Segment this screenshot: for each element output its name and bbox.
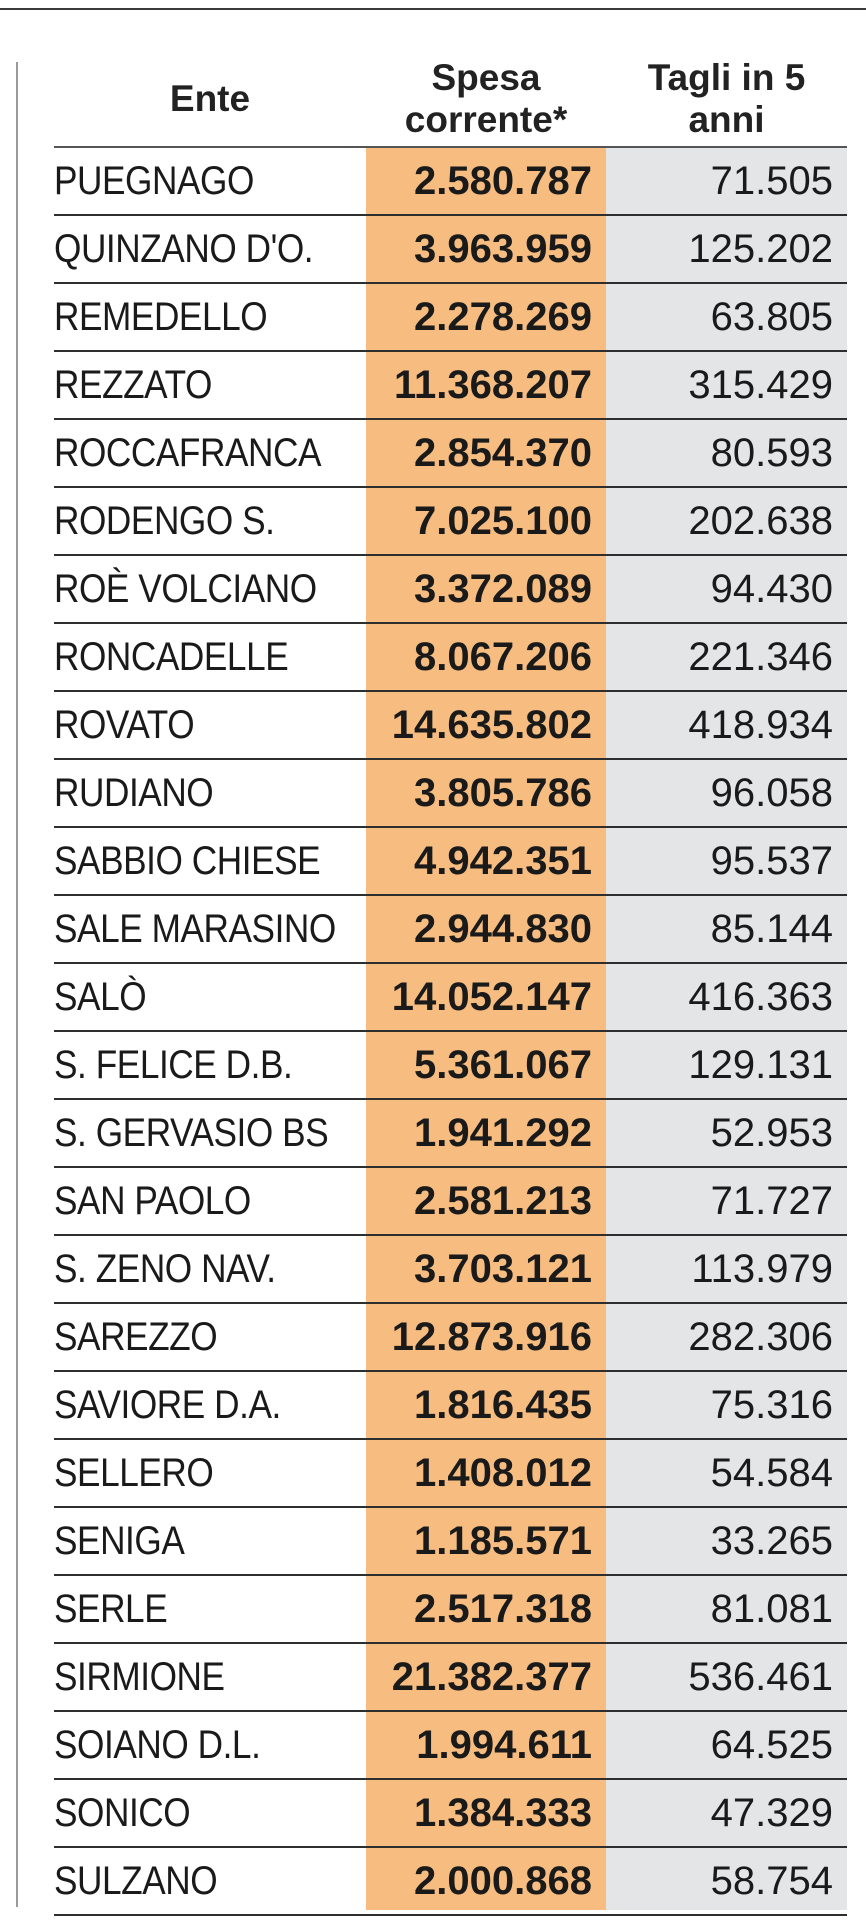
cell-ente: PUEGNAGO xyxy=(54,159,254,203)
cell-spesa-corrente: 1.941.292 xyxy=(414,1111,592,1155)
cell-spesa-corrente: 2.517.318 xyxy=(414,1587,592,1631)
cell-spesa-corrente: 1.994.611 xyxy=(416,1723,592,1767)
top-divider xyxy=(0,8,866,10)
table-row xyxy=(54,624,847,692)
cell-spesa-corrente: 2.581.213 xyxy=(414,1179,592,1223)
column-header-spesa-corrente: Spesa corrente* xyxy=(404,57,568,140)
table-body xyxy=(54,148,847,1916)
table-row xyxy=(54,1440,847,1508)
cell-spesa-corrente: 14.052.147 xyxy=(391,975,592,1019)
table-row xyxy=(54,1780,847,1848)
cell-spesa-corrente: 2.000.868 xyxy=(414,1859,592,1903)
cell-tagli: 75.316 xyxy=(710,1383,833,1427)
cell-ente: S. FELICE D.B. xyxy=(54,1043,293,1087)
cell-ente: RUDIANO xyxy=(54,771,214,815)
table-row xyxy=(54,1304,847,1372)
table-row xyxy=(54,420,847,488)
cell-ente: SENIGA xyxy=(54,1519,185,1563)
cell-ente: SONICO xyxy=(54,1791,191,1835)
cell-ente: SIRMIONE xyxy=(54,1655,225,1699)
cell-tagli: 536.461 xyxy=(688,1655,833,1699)
cell-ente: SAN PAOLO xyxy=(54,1179,251,1223)
table-row xyxy=(54,148,847,216)
cell-ente: ROÈ VOLCIANO xyxy=(54,567,317,611)
table-row xyxy=(54,352,847,420)
cell-ente: SERLE xyxy=(54,1587,168,1631)
cell-tagli: 94.430 xyxy=(710,567,833,611)
cell-spesa-corrente: 2.278.269 xyxy=(414,295,592,339)
cell-tagli: 71.727 xyxy=(710,1179,833,1223)
cell-ente: QUINZANO D'O. xyxy=(54,227,314,271)
cell-spesa-corrente: 8.067.206 xyxy=(414,635,592,679)
table-row xyxy=(54,692,847,760)
cell-ente: SAREZZO xyxy=(54,1315,218,1359)
cell-spesa-corrente: 3.963.959 xyxy=(414,227,592,271)
cell-ente: ROCCAFRANCA xyxy=(54,431,321,475)
cell-tagli: 33.265 xyxy=(710,1519,833,1563)
cell-tagli: 221.346 xyxy=(688,635,833,679)
budget-table xyxy=(54,52,847,1916)
cell-ente: SULZANO xyxy=(54,1859,218,1903)
cell-tagli: 416.363 xyxy=(688,975,833,1019)
cell-tagli: 52.953 xyxy=(710,1111,833,1155)
cell-tagli: 315.429 xyxy=(688,363,833,407)
cell-spesa-corrente: 2.944.830 xyxy=(414,907,592,951)
cell-tagli: 47.329 xyxy=(710,1791,833,1835)
cell-tagli: 81.081 xyxy=(710,1587,833,1631)
cell-spesa-corrente: 1.816.435 xyxy=(414,1383,592,1427)
cell-ente: RODENGO S. xyxy=(54,499,275,543)
table-row xyxy=(54,1576,847,1644)
column-header-tagli: Tagli in 5 anni xyxy=(647,57,806,140)
table-row xyxy=(54,828,847,896)
cell-spesa-corrente: 12.873.916 xyxy=(391,1315,592,1359)
table-row xyxy=(54,964,847,1032)
table-row xyxy=(54,1100,847,1168)
table-row xyxy=(54,896,847,964)
cell-tagli: 113.979 xyxy=(691,1247,833,1291)
cell-tagli: 202.638 xyxy=(688,499,833,543)
table-header xyxy=(54,52,847,148)
cell-spesa-corrente: 3.703.121 xyxy=(414,1247,592,1291)
cell-spesa-corrente: 3.372.089 xyxy=(414,567,592,611)
table-row xyxy=(54,216,847,284)
cell-ente: REMEDELLO xyxy=(54,295,268,339)
cell-tagli: 54.584 xyxy=(710,1451,833,1495)
cell-spesa-corrente: 2.580.787 xyxy=(414,159,592,203)
cell-tagli: 58.754 xyxy=(710,1859,833,1903)
table-row xyxy=(54,1236,847,1304)
table-row xyxy=(54,1508,847,1576)
table-row xyxy=(54,1372,847,1440)
cell-tagli: 418.934 xyxy=(688,703,833,747)
cell-tagli: 129.131 xyxy=(688,1043,833,1087)
cell-ente: SALE MARASINO xyxy=(54,907,336,951)
cell-tagli: 80.593 xyxy=(710,431,833,475)
cell-spesa-corrente: 5.361.067 xyxy=(414,1043,592,1087)
table-row xyxy=(54,1712,847,1780)
table-row xyxy=(54,556,847,624)
cell-spesa-corrente: 2.854.370 xyxy=(414,431,592,475)
cell-spesa-corrente: 11.368.207 xyxy=(394,363,592,407)
cell-spesa-corrente: 3.805.786 xyxy=(414,771,592,815)
table-row xyxy=(54,1032,847,1100)
cell-spesa-corrente: 21.382.377 xyxy=(391,1655,592,1699)
table-row xyxy=(54,488,847,556)
cell-ente: SELLERO xyxy=(54,1451,214,1495)
cell-spesa-corrente: 1.384.333 xyxy=(414,1791,592,1835)
cell-spesa-corrente: 1.408.012 xyxy=(414,1451,592,1495)
cell-tagli: 71.505 xyxy=(710,159,833,203)
cell-ente: ROVATO xyxy=(54,703,195,747)
cell-ente: SALÒ xyxy=(54,975,147,1019)
cell-tagli: 95.537 xyxy=(710,839,833,883)
table-row xyxy=(54,1644,847,1712)
cell-ente: SABBIO CHIESE xyxy=(54,839,321,883)
cell-ente: SAVIORE D.A. xyxy=(54,1383,281,1427)
cell-spesa-corrente: 4.942.351 xyxy=(414,839,592,883)
table-row xyxy=(54,1848,847,1916)
cell-ente: S. GERVASIO BS xyxy=(54,1111,329,1155)
cell-spesa-corrente: 14.635.802 xyxy=(391,703,592,747)
cell-spesa-corrente: 1.185.571 xyxy=(414,1519,592,1563)
cell-spesa-corrente: 7.025.100 xyxy=(414,499,592,543)
cell-tagli: 64.525 xyxy=(710,1723,833,1767)
side-divider xyxy=(16,62,18,1907)
table-row xyxy=(54,284,847,352)
cell-ente: S. ZENO NAV. xyxy=(54,1247,276,1291)
table-row xyxy=(54,760,847,828)
cell-tagli: 125.202 xyxy=(688,227,833,271)
cell-ente: RONCADELLE xyxy=(54,635,289,679)
cell-ente: SOIANO D.L. xyxy=(54,1723,261,1767)
cell-tagli: 96.058 xyxy=(710,771,833,815)
cell-tagli: 85.144 xyxy=(710,907,833,951)
cell-tagli: 282.306 xyxy=(688,1315,833,1359)
table-row xyxy=(54,1168,847,1236)
cell-tagli: 63.805 xyxy=(710,295,833,339)
cell-ente: REZZATO xyxy=(54,363,212,407)
column-header-ente: Ente xyxy=(169,78,251,119)
